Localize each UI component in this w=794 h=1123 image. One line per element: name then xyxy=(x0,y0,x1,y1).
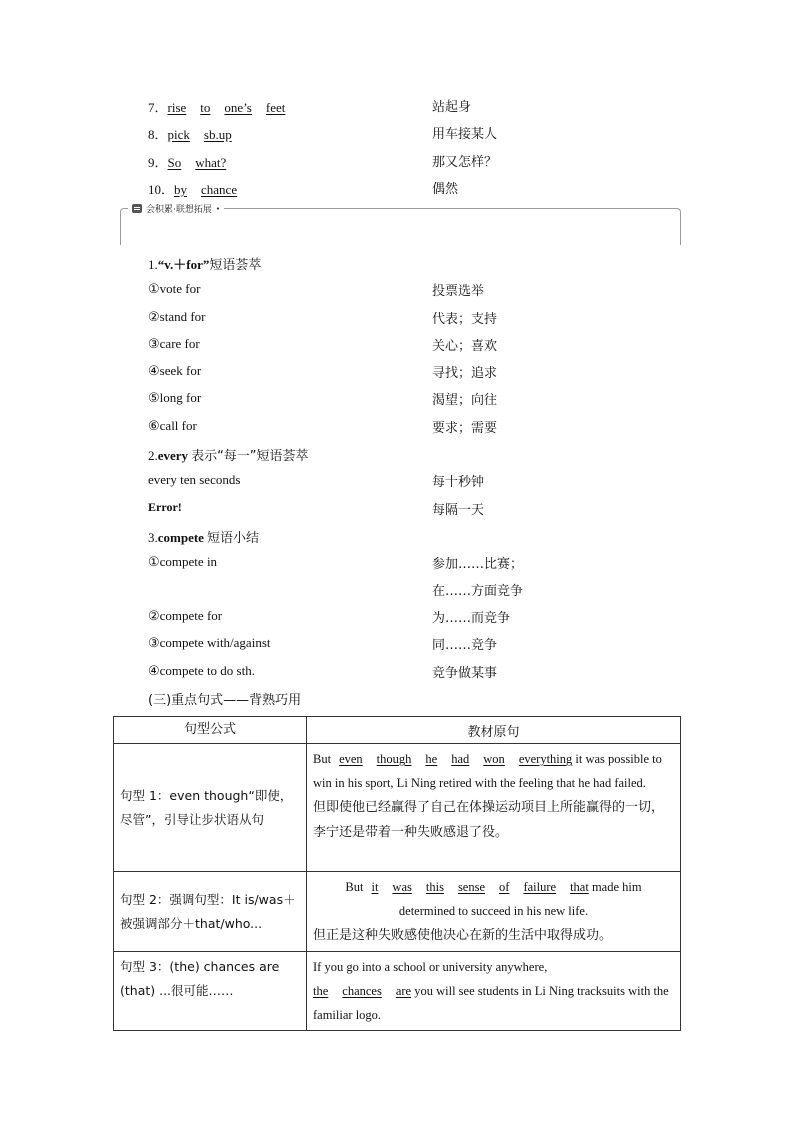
list-item-translation: 代表；支持 xyxy=(432,312,498,327)
list-item: ③care for xyxy=(148,336,200,351)
error-text: Error! xyxy=(148,500,182,514)
list-item: ⑤long for xyxy=(148,390,202,405)
table-header-row xyxy=(114,717,681,744)
list-item-translation: 每隔一天 xyxy=(432,503,485,518)
list-item: ②compete for xyxy=(148,608,223,623)
section-tag xyxy=(128,202,224,215)
phrase-translation: 站起身 xyxy=(432,100,472,115)
list-item-translation: 每十秒钟 xyxy=(432,475,485,490)
list-item-translation: 寻找；追求 xyxy=(432,366,498,381)
section-icon xyxy=(132,204,142,213)
phrase-translation: 偶然 xyxy=(432,182,459,197)
phrase-number: 8． xyxy=(148,127,168,142)
example-sentence: But it was this sense of failure that made him determined to succeed in his new life. 但正是这种失败感使他决心在新的生活中取得成功。 xyxy=(307,872,681,952)
dot-icon: • xyxy=(215,204,221,213)
phrase-text: pick sb.up xyxy=(167,127,232,142)
pattern-formula: 句型 1：even though“即使，尽管”，引导让步状语从句 xyxy=(114,744,307,872)
table-row xyxy=(114,872,681,952)
list-item-translation: 关心；喜欢 xyxy=(432,339,498,354)
sentence-pattern-table xyxy=(113,716,681,1031)
phrase-translation: 用车接某人 xyxy=(432,127,498,142)
phrase-text: So what? xyxy=(167,155,227,170)
phrase-text: by chance xyxy=(174,182,238,197)
group-title-2: 2.every 表示“每一”短语荟萃 xyxy=(148,448,309,464)
list-item-translation: 参加……比赛； xyxy=(432,557,524,572)
table-row xyxy=(114,744,681,872)
list-item: ①vote for xyxy=(148,281,201,296)
phrase-row-9 xyxy=(148,152,226,171)
example-sentence: If you go into a school or university anywhere, the chances are you will see students in Li Ning tracksuits with the familiar logo. xyxy=(307,952,681,1031)
phrase-translation: 那又怎样？ xyxy=(432,155,498,170)
list-item-translation: 竞争做某事 xyxy=(432,666,498,681)
list-item-translation: 要求；需要 xyxy=(432,421,498,436)
list-item-translation: 为……而竞争 xyxy=(432,611,511,626)
list-item: ④seek for xyxy=(148,363,202,378)
list-item: ⑥call for xyxy=(148,418,197,433)
example-translation: 但正是这种失败感使他决心在新的生活中取得成功。 xyxy=(313,928,613,943)
phrase-row-7 xyxy=(148,97,285,116)
pattern-formula: 句型 2：强调句型：It is/was＋被强调部分＋that/who... xyxy=(114,872,307,952)
group-title-1: 1.“v.＋for”短语荟萃 xyxy=(148,257,262,273)
phrase-number: 9． xyxy=(148,155,168,170)
pattern-formula: 句型 3：(the) chances are (that) ...很可能…… xyxy=(114,952,307,1031)
list-item: ④compete to do sth. xyxy=(148,663,255,678)
phrase-row-10 xyxy=(148,179,237,198)
list-item-translation: 在……方面竞争 xyxy=(432,584,524,599)
table-row xyxy=(114,952,681,1031)
phrase-number: 7． xyxy=(148,100,168,115)
section-heading: (三)重点句式——背熟巧用 xyxy=(148,693,302,708)
group-title-3: 3.compete 短语小结 xyxy=(148,530,259,546)
example-translation: 但即使他已经赢得了自己在体操运动项目上所能赢得的一切，李宁还是带着一种失败感退了役。 xyxy=(313,800,665,840)
list-item: ①compete in xyxy=(148,554,218,569)
phrase-row-8 xyxy=(148,124,232,143)
phrase-number: 10． xyxy=(148,182,175,197)
list-item-translation: 同……竞争 xyxy=(432,638,498,653)
list-item: ②stand for xyxy=(148,309,206,324)
list-item-translation: 渴望；向往 xyxy=(432,393,498,408)
list-item: every ten seconds xyxy=(148,472,241,487)
table-header-cell: 句型公式 xyxy=(114,717,307,744)
table-header-cell: 教材原句 xyxy=(307,717,681,744)
example-sentence: But even though he had won everything it was possible to win in his sport, Li Ning retired with the feeling that he had failed. 但即使他已经赢得了自己在体操运动项目上所能赢得的一切，李宁还是带着一种失败感退了役。 xyxy=(307,744,681,872)
section-tag-label: 会积累·联想拓展 xyxy=(146,205,212,215)
phrase-text: rise to one’s feet xyxy=(167,100,286,115)
list-item: ③compete with/against xyxy=(148,635,271,650)
list-item-translation: 投票选举 xyxy=(432,284,485,299)
